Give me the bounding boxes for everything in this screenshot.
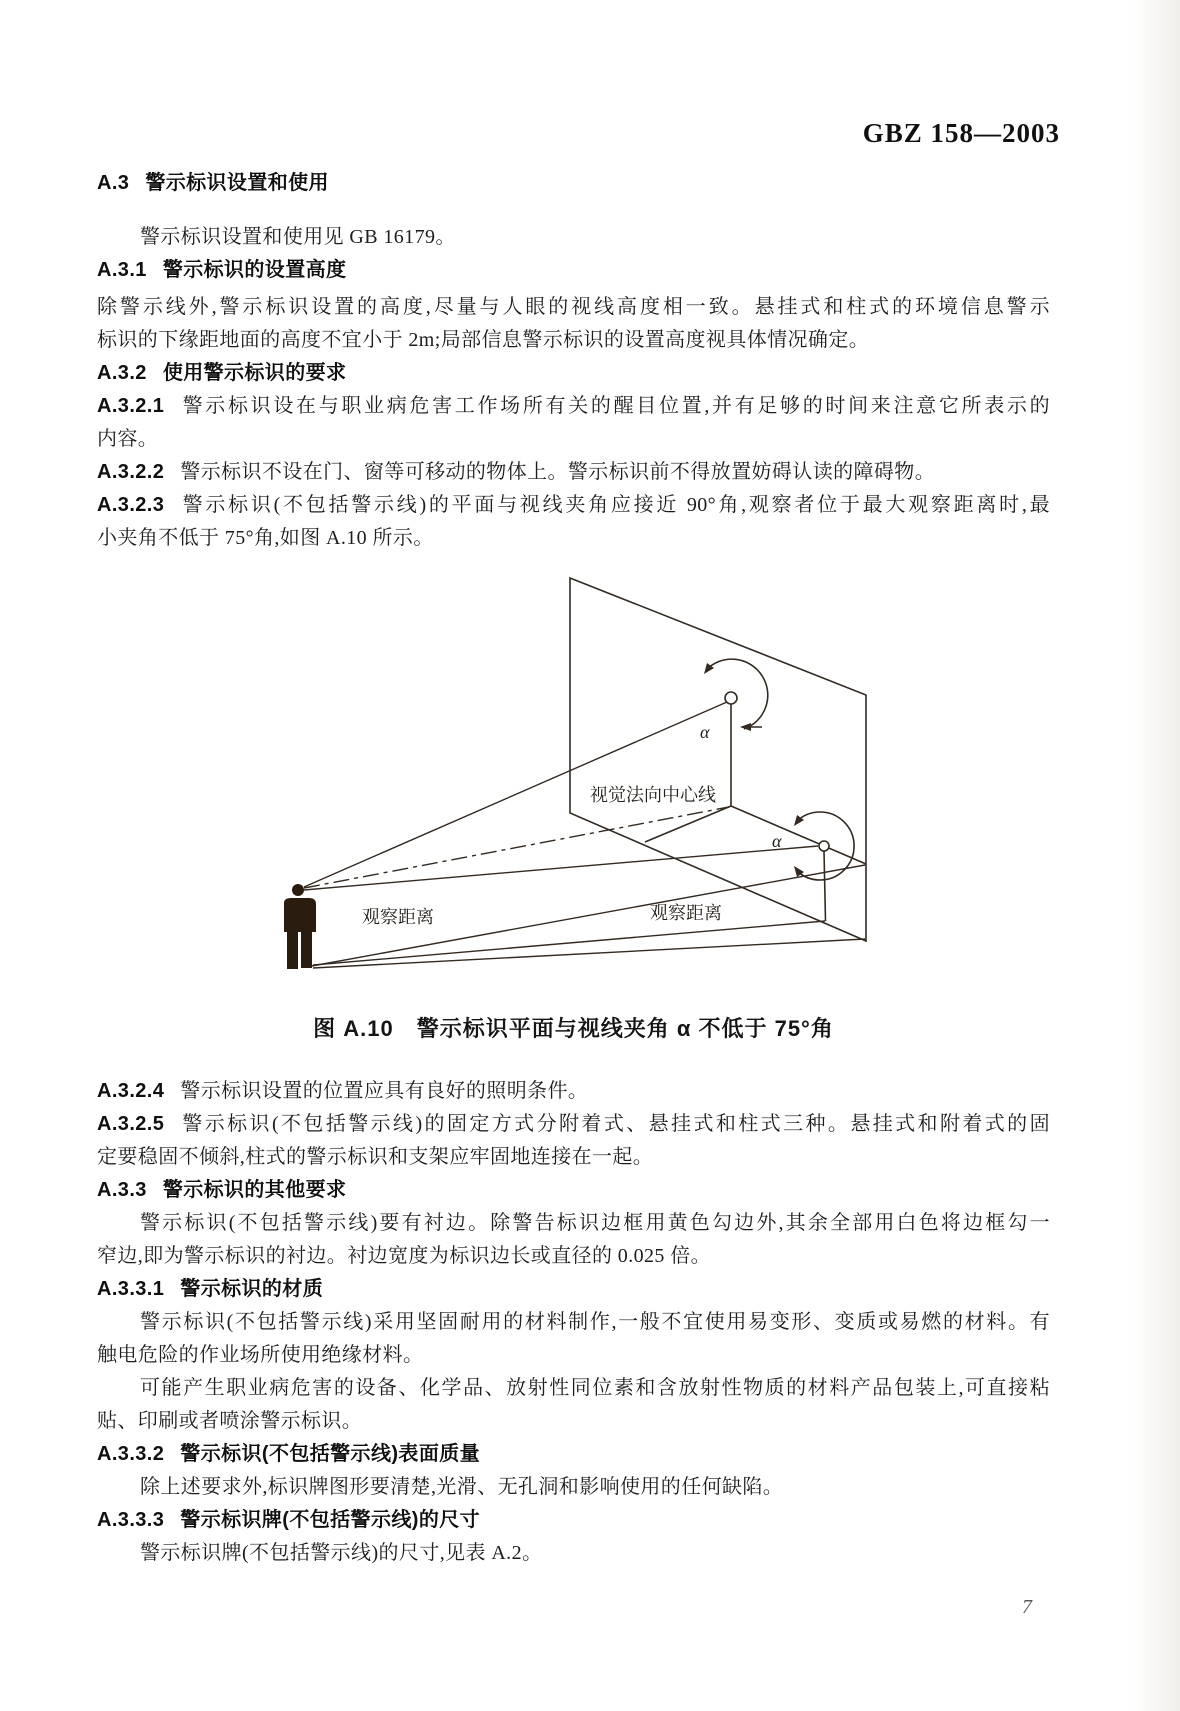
line-text: 警示标识(不包括警示线)的平面与视线夹角应接近 90°角,观察者位于最大观察距离时,最 bbox=[180, 494, 1050, 516]
standard-number-header: GBZ 158—2003 bbox=[862, 118, 1060, 148]
observer-head bbox=[292, 884, 304, 896]
clause-number: A.3.3 bbox=[97, 1179, 147, 1201]
section-heading bbox=[97, 1177, 346, 1204]
text-line bbox=[97, 1342, 423, 1369]
line-text: 警示标识(不包括警示线)要有衬边。除警告标识边框用黄色勾边外,其余全部用白色将边框勾一 bbox=[140, 1212, 1050, 1234]
ground-sign-post-line bbox=[824, 851, 826, 921]
page-number: 7 bbox=[1022, 1596, 1032, 1618]
alpha-label-wall: α bbox=[700, 722, 710, 742]
line-text: 警示标识(不包括警示线)采用坚固耐用的材料制作,一般不宜使用易变形、变质或易燃的材料。有 bbox=[140, 1311, 1050, 1333]
text-line bbox=[140, 1375, 1050, 1402]
ground-plane-left-edge bbox=[645, 806, 731, 842]
clause-number: A.3.2.4 bbox=[97, 1080, 165, 1102]
line-text: 警示标识牌(不包括警示线)的尺寸 bbox=[180, 1509, 481, 1531]
observer-left-leg bbox=[287, 932, 298, 969]
observer-figure bbox=[284, 884, 316, 969]
alpha-arc-wall bbox=[706, 659, 768, 729]
observation-distance-label-right: 观察距离 bbox=[650, 903, 722, 923]
line-text: 警示标识的材质 bbox=[180, 1278, 324, 1300]
clause-number: A.3.2.5 bbox=[97, 1113, 165, 1135]
observer-right-leg bbox=[301, 932, 312, 968]
wall-sign-point bbox=[725, 692, 737, 704]
clause-number: A.3.2.3 bbox=[97, 494, 165, 516]
clause-number: A.3.2.2 bbox=[97, 461, 165, 483]
line-text: 除警示线外,警示标识设置的高度,尽量与人眼的视线高度相一致。悬挂式和柱式的环境信息警示 bbox=[97, 296, 1050, 318]
sign-plane-outline bbox=[570, 578, 866, 941]
line-text: 警示标识设置和使用见 GB 16179。 bbox=[140, 226, 456, 248]
clause-number: A.3.1 bbox=[97, 259, 147, 281]
line-text: 警示标识(不包括警示线)的固定方式分附着式、悬挂式和柱式三种。悬挂式和附着式的固 bbox=[180, 1113, 1050, 1135]
line-text: 警示标识(不包括警示线)表面质量 bbox=[180, 1443, 481, 1465]
section-heading bbox=[97, 360, 346, 387]
visual-normal-center-line bbox=[304, 807, 729, 888]
alpha-arrowhead-wall-side bbox=[740, 723, 751, 731]
clause-number: A.3.3.3 bbox=[97, 1509, 165, 1531]
line-text: 标识的下缘距地面的高度不宜小于 2m;局部信息警示标识的设置高度视具体情况确定。 bbox=[97, 329, 870, 351]
line-text: 警示标识牌(不包括警示线)的尺寸,见表 A.2。 bbox=[140, 1542, 543, 1564]
line-text: 小夹角不低于 75°角,如图 A.10 所示。 bbox=[97, 527, 434, 549]
text-line bbox=[140, 1309, 1050, 1336]
text-line bbox=[97, 525, 434, 552]
observer-torso bbox=[284, 898, 316, 932]
line-text: 贴、印刷或者喷涂警示标识。 bbox=[97, 1410, 363, 1432]
figure-a10 bbox=[250, 550, 890, 1000]
line-text: 警示标识的设置高度 bbox=[162, 259, 347, 281]
text-line bbox=[140, 1540, 542, 1567]
section-heading bbox=[97, 257, 346, 284]
line-text: 使用警示标识的要求 bbox=[162, 362, 347, 384]
text-line bbox=[97, 1111, 1050, 1138]
section-heading bbox=[97, 1507, 480, 1534]
section-heading bbox=[97, 170, 329, 197]
text-line bbox=[140, 224, 456, 251]
text-line bbox=[97, 459, 935, 486]
text-line bbox=[97, 1408, 362, 1435]
text-line bbox=[97, 426, 158, 453]
line-text: 可能产生职业病危害的设备、化学品、放射性同位素和含放射性物质的材料产品包装上,可直接粘 bbox=[140, 1377, 1050, 1399]
line-text: 触电危险的作业场所使用绝缘材料。 bbox=[97, 1344, 424, 1366]
clause-number: A.3 bbox=[97, 172, 130, 194]
text-line bbox=[97, 1078, 588, 1105]
line-text: 除上述要求外,标识牌图形要清楚,光滑、无孔洞和影响使用的任何缺陷。 bbox=[140, 1476, 784, 1498]
clause-number: A.3.3.2 bbox=[97, 1443, 165, 1465]
line-text: 警示标识设置的位置应具有良好的照明条件。 bbox=[180, 1080, 589, 1102]
clause-number: A.3.2 bbox=[97, 362, 147, 384]
alpha-label-ground: α bbox=[772, 831, 782, 851]
center-line-label: 视觉法向中心线 bbox=[590, 785, 716, 805]
foot-line-to-wall-corner bbox=[313, 939, 865, 968]
text-line bbox=[140, 1474, 783, 1501]
line-text: 警示标识的其他要求 bbox=[162, 1179, 347, 1201]
line-text: 警示标识设置和使用 bbox=[145, 172, 329, 194]
text-line bbox=[97, 1243, 711, 1270]
text-line bbox=[97, 294, 1050, 321]
text-line bbox=[97, 492, 1050, 519]
foot-line-to-ground-sign bbox=[313, 921, 825, 965]
line-text: 内容。 bbox=[97, 428, 159, 450]
observation-distance-label-left: 观察距离 bbox=[362, 907, 434, 927]
figure-a10-caption: 图 A.10 警示标识平面与视线夹角 α 不低于 75°角 bbox=[313, 1016, 834, 1041]
text-line bbox=[97, 327, 869, 354]
ground-plane-right-edge bbox=[731, 806, 866, 864]
text-line bbox=[97, 393, 1050, 420]
text-line bbox=[97, 1144, 653, 1171]
line-text: 定要稳固不倾斜,柱式的警示标识和支架应牢固地连接在一起。 bbox=[97, 1146, 654, 1168]
line-text: 警示标识不设在门、窗等可移动的物体上。警示标识前不得放置妨碍认读的障碍物。 bbox=[180, 461, 936, 483]
section-heading bbox=[97, 1441, 480, 1468]
clause-number: A.3.2.1 bbox=[97, 395, 165, 417]
text-line bbox=[140, 1210, 1050, 1237]
ground-sign-point bbox=[819, 841, 829, 851]
clause-number: A.3.3.1 bbox=[97, 1278, 165, 1300]
figure-a10-drawing bbox=[250, 550, 890, 1000]
section-heading bbox=[97, 1276, 323, 1303]
line-text: 窄边,即为警示标识的衬边。衬边宽度为标识边长或直径的 0.025 倍。 bbox=[97, 1245, 711, 1267]
line-text: 警示标识设在与职业病危害工作场所有关的醒目位置,并有足够的时间来注意它所表示的 bbox=[180, 395, 1050, 417]
